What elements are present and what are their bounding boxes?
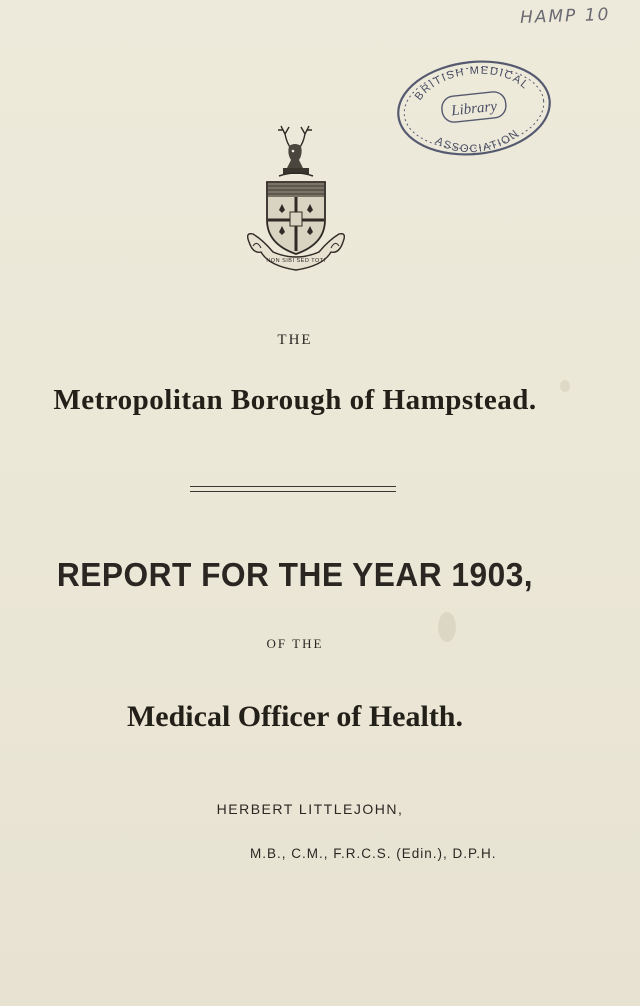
stamp-top-text: BRITISH MEDICAL xyxy=(412,64,532,103)
crest-motto: NON SIBI SED TOTI xyxy=(266,258,326,264)
coat-of-arms-icon xyxy=(243,124,349,284)
the-label: THE xyxy=(277,332,313,348)
of-the-label: OF THE xyxy=(266,636,324,651)
report-title: REPORT FOR THE YEAR 1903, xyxy=(56,556,534,593)
stamp-bottom-text: ASSOCIATION xyxy=(433,127,522,156)
stamp-center-text: Library xyxy=(450,98,498,120)
author-credentials: M.B., C.M., F.R.C.S. (Edin.), D.P.H. xyxy=(250,846,497,861)
author-name: HERBERT LITTLEJOHN, xyxy=(216,801,404,817)
library-stamp xyxy=(392,56,556,160)
officer-title: Medical Officer of Health. xyxy=(126,700,463,733)
svg-text:ASSOCIATION xyxy=(432,126,523,159)
double-rule-divider xyxy=(190,486,396,492)
borough-title: Metropolitan Borough of Hampstead. xyxy=(53,384,537,416)
shelfmark-annotation: HAMP 10 xyxy=(519,4,611,29)
